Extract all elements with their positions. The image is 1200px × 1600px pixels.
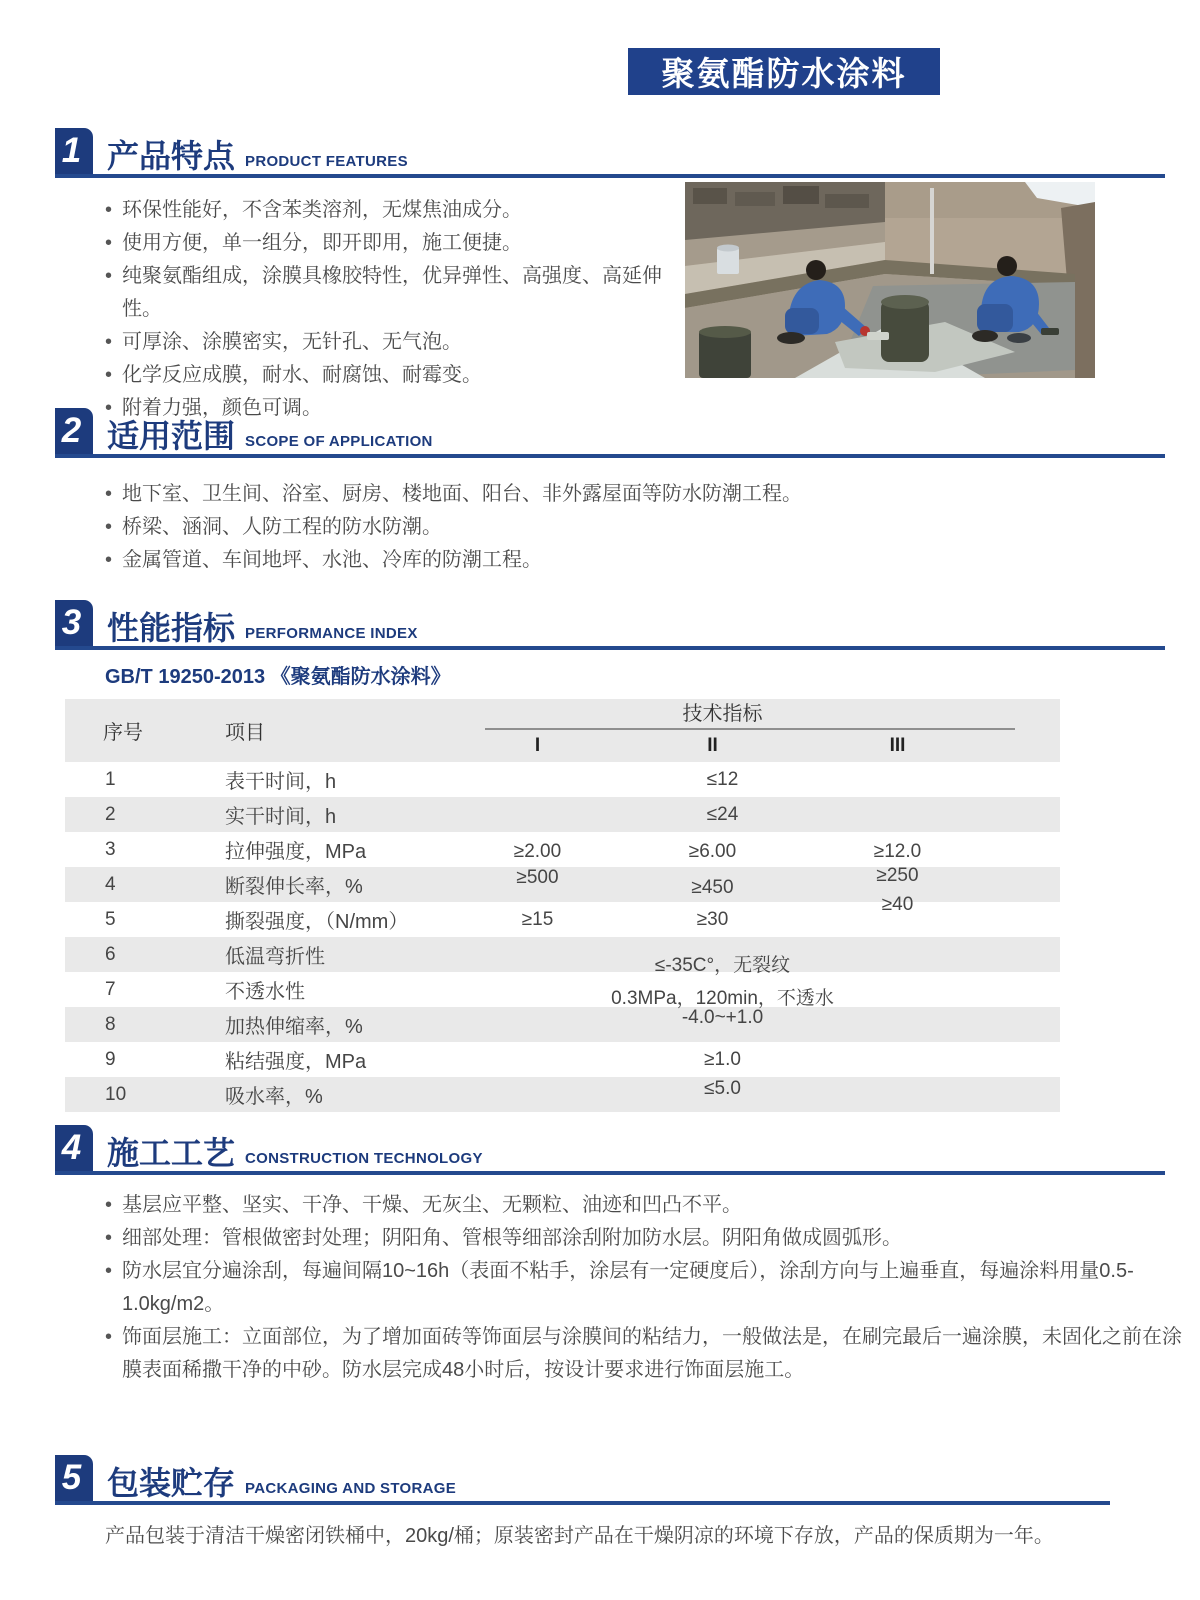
section-title-zh: 包装贮存	[107, 1465, 236, 1501]
table-cell: 粘结强度，MPa	[225, 1051, 367, 1073]
table-cell: ≥15	[521, 908, 554, 930]
bullet-item	[105, 511, 1165, 544]
section-number-badge: 2	[55, 408, 93, 454]
table-cell: 0.3MPa，120min，不透水	[611, 988, 834, 1009]
bullet-item	[105, 1255, 1197, 1321]
column-header-item: 项目	[225, 722, 265, 744]
section-number-badge: 1	[55, 128, 93, 174]
table-cell: 不透水性	[225, 981, 305, 1003]
table-cell: ≥250	[876, 864, 919, 886]
bullet-text: 地下室、卫生间、浴室、厨房、楼地面、阳台、非外露屋面等防水防潮工程。	[122, 483, 802, 505]
column-header-no: 序号	[103, 722, 143, 744]
bullet-text: 金属管道、车间地坪、水池、冷库的防潮工程。	[122, 549, 542, 571]
table-cell: 9	[105, 1048, 116, 1070]
table-cell: ≤12	[706, 768, 739, 790]
section-title-en: PACKAGING AND STORAGE	[245, 1480, 457, 1497]
section-header	[55, 600, 1165, 650]
scope-bullet-list	[105, 478, 1165, 577]
section-performance-index	[55, 600, 1165, 1112]
table-cell: 加热伸缩率，%	[225, 1016, 363, 1038]
bullet-dot: •	[105, 549, 113, 571]
section-title-en: SCOPE OF APPLICATION	[245, 433, 433, 450]
table-cell: ≥40	[881, 893, 914, 915]
table-cell: 10	[105, 1083, 127, 1105]
section-header	[55, 1455, 1110, 1505]
bullet-text: 可厚涂、涂膜密实，无针孔、无气泡。	[122, 331, 462, 353]
bullet-item	[105, 1222, 1197, 1255]
table-cell: 2	[105, 803, 116, 825]
feature-bullet-list	[105, 194, 670, 425]
bullet-dot: •	[105, 483, 113, 505]
section-header	[55, 1125, 1165, 1175]
bullet-item	[105, 260, 670, 326]
section-title-en: CONSTRUCTION TECHNOLOGY	[245, 1150, 483, 1167]
table-cell: 7	[105, 978, 116, 1000]
bullet-text: 基层应平整、坚实、干净、干燥、无灰尘、无颗粒、油迹和凹凸不平。	[122, 1194, 742, 1216]
product-photo	[685, 182, 1095, 378]
table-cell: -4.0~+1.0	[681, 1006, 764, 1028]
table-row	[65, 1042, 1060, 1077]
column-header-level-1: I	[534, 735, 541, 756]
table-cell: ≥500	[516, 866, 559, 888]
table-cell: ≥2.00	[513, 840, 562, 862]
bullet-item	[105, 544, 1165, 577]
bullet-dot: •	[105, 397, 113, 419]
bullet-item	[105, 227, 670, 260]
page-title-banner: 聚氨酯防水涂料	[628, 48, 940, 95]
bullet-text: 化学反应成膜，耐水、耐腐蚀、耐霉变。	[122, 364, 482, 386]
section-product-features	[55, 128, 1165, 425]
section-number-badge: 5	[55, 1455, 93, 1501]
bullet-item	[105, 1321, 1197, 1387]
table-row	[65, 893, 1060, 937]
section-title-zh: 适用范围	[107, 418, 236, 454]
column-header-level-3: III	[889, 735, 906, 756]
section-number-badge: 3	[55, 600, 93, 646]
bullet-text: 附着力强，颜色可调。	[122, 397, 322, 419]
section-title-en: PERFORMANCE INDEX	[245, 625, 418, 642]
table-cell: 5	[105, 908, 116, 930]
column-header-level-2: II	[707, 735, 718, 756]
table-cell: 8	[105, 1013, 116, 1035]
table-cell: 4	[105, 873, 116, 895]
bullet-dot: •	[105, 232, 113, 254]
construction-bullet-list	[105, 1189, 1197, 1387]
table-row	[65, 832, 1060, 867]
section-title-zh: 产品特点	[107, 138, 236, 174]
table-cell: 1	[105, 768, 116, 790]
bullet-dot: •	[105, 364, 113, 386]
table-row	[65, 1077, 1060, 1112]
section-construction-technology	[55, 1125, 1182, 1387]
bullet-item	[105, 359, 670, 392]
section-header	[55, 128, 1165, 178]
packaging-text: 产品包装于清洁干燥密闭铁桶中，20kg/桶；原装密封产品在干燥阴凉的环境下存放，产品的保质期为一年。	[105, 1525, 1054, 1547]
table-cell: ≤-35C°，无裂纹	[654, 955, 791, 976]
table-cell: ≥12.0	[873, 840, 922, 862]
bullet-text: 纯聚氨酯组成，涂膜具橡胶特性，优异弹性、高强度、高延伸性。	[122, 265, 662, 320]
bullet-text: 饰面层施工：立面部位，为了增加面砖等饰面层与涂膜间的粘结力，一般做法是，在刷完最后一遍涂膜，未固化之前在涂膜表面稀撒干净的中砂。防水层完成48小时后，按设计要求进行饰面层施工。	[122, 1326, 1182, 1381]
table-row	[65, 797, 1060, 832]
table-cell: ≥450	[691, 876, 734, 898]
section-title-zh: 施工工艺	[107, 1135, 236, 1171]
column-header-tech-index: 技术指标	[455, 697, 990, 730]
table-row	[65, 972, 1060, 1007]
section-title-en: PRODUCT FEATURES	[245, 153, 408, 170]
table-cell: 断裂伸长率，%	[225, 876, 363, 898]
bullet-item	[105, 194, 670, 227]
bullet-item	[105, 326, 670, 359]
section-title-zh: 性能指标	[107, 610, 236, 646]
performance-table	[65, 699, 1060, 1112]
table-cell: 低温弯折性	[225, 946, 325, 968]
bullet-item	[105, 478, 1165, 511]
bullet-dot: •	[105, 331, 113, 353]
bullet-dot: •	[105, 1326, 113, 1348]
table-cell: 撕裂强度，（N/mm）	[225, 911, 409, 933]
bullet-text: 细部处理：管根做密封处理；阴阳角、管根等细部涂刮附加防水层。阴阳角做成圆弧形。	[122, 1227, 902, 1249]
bullet-dot: •	[105, 199, 113, 221]
table-row	[65, 762, 1060, 797]
section-packaging-storage	[55, 1455, 1165, 1551]
bullet-text: 环保性能好，不含苯类溶剂，无煤焦油成分。	[122, 199, 522, 221]
bullet-dot: •	[105, 265, 113, 287]
section-scope-of-application	[55, 408, 1165, 577]
table-cell: ≤24	[706, 803, 739, 825]
bullet-dot: •	[105, 1194, 113, 1216]
table-cell: ≤5.0	[704, 1077, 741, 1099]
table-cell: 拉伸强度，MPa	[225, 841, 367, 863]
bullet-text: 防水层宜分遍涂刮，每遍间隔10~16h（表面不粘手，涂层有一定硬度后），涂刮方向与上遍垂直，每遍涂料用量0.5-1.0kg/m2。	[122, 1260, 1134, 1315]
section-header	[55, 408, 1165, 458]
table-cell: ≥1.0	[704, 1048, 741, 1070]
bullet-text: 使用方便，单一组分，即开即用，施工便捷。	[122, 232, 522, 254]
table-cell: ≥30	[696, 908, 729, 930]
table-cell: 实干时间，h	[225, 806, 337, 828]
table-body	[65, 762, 1060, 1112]
bullet-dot: •	[105, 1227, 113, 1249]
section-number-badge: 4	[55, 1125, 93, 1171]
table-cell: 表干时间，h	[225, 771, 337, 793]
table-header	[65, 699, 1060, 762]
workers-photo-illustration	[685, 182, 1095, 378]
bullet-item	[105, 1189, 1197, 1222]
bullet-dot: •	[105, 1260, 113, 1282]
table-cell: 3	[105, 838, 116, 860]
table-cell: 6	[105, 943, 116, 965]
table-row	[65, 1007, 1060, 1042]
table-cell: ≥6.00	[688, 840, 737, 862]
bullet-text: 桥梁、涵洞、人防工程的防水防潮。	[122, 516, 442, 538]
table-cell: 吸水率，%	[225, 1086, 323, 1108]
standard-reference: GB/T 19250-2013 《聚氨酯防水涂料》	[105, 666, 451, 688]
bullet-dot: •	[105, 516, 113, 538]
table-row	[65, 937, 1060, 976]
